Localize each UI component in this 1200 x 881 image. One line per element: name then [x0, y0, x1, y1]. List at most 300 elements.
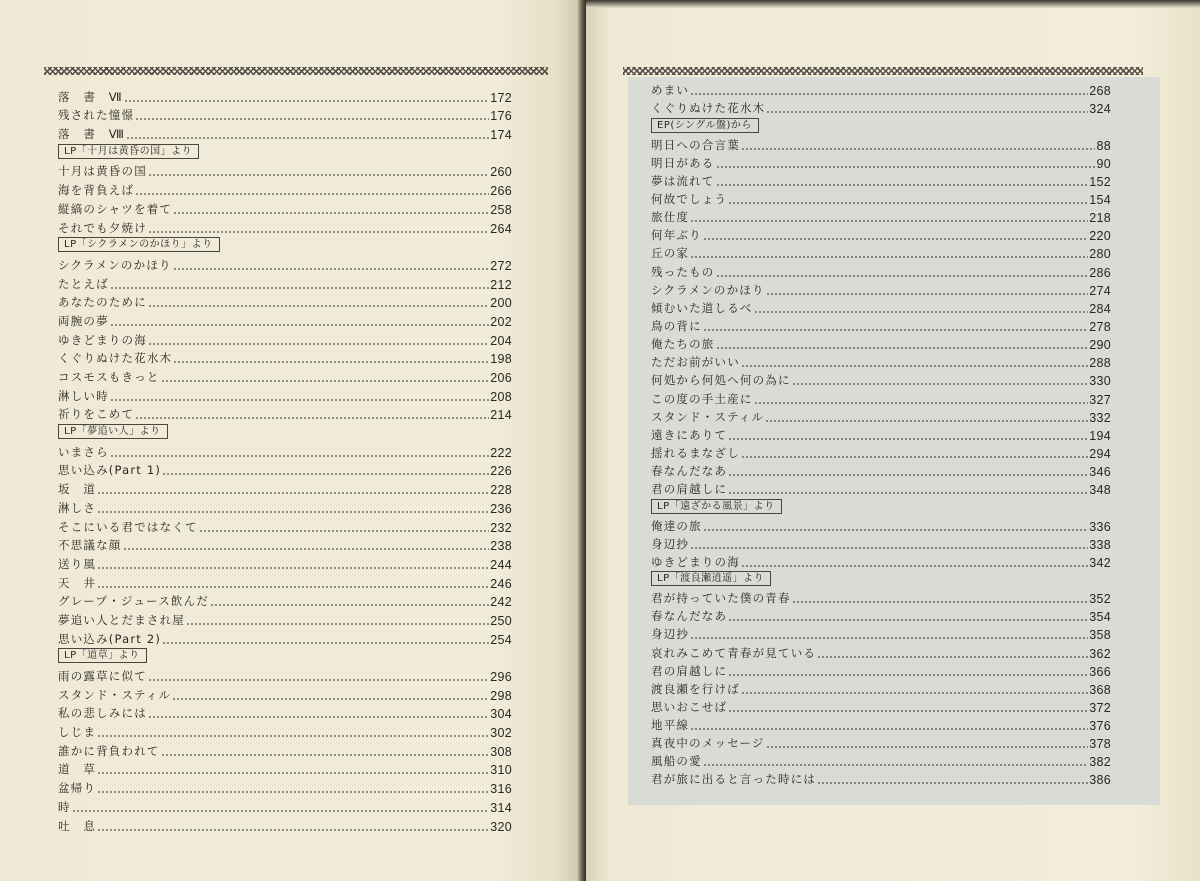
toc-entry: [651, 98, 1111, 116]
toc-entry: [651, 697, 1111, 715]
entry-title: 淋しさ: [58, 500, 97, 515]
toc-entry: [651, 552, 1111, 570]
dot-leader: [728, 619, 1088, 621]
toc-entry: [58, 815, 512, 834]
entry-title: 天 井: [58, 575, 97, 590]
toc-entry: [651, 171, 1111, 189]
entry-page-number: 342: [1089, 555, 1111, 570]
entry-title: 何故でしょう: [651, 191, 728, 206]
entry-page-number: 90: [1096, 156, 1111, 171]
dot-leader: [690, 256, 1088, 258]
toc-entry: [58, 404, 512, 423]
entry-page-number: 214: [490, 408, 512, 423]
entry-page-number: 310: [490, 763, 512, 778]
entry-page-number: 302: [490, 726, 512, 741]
entry-page-number: 250: [490, 613, 512, 628]
dot-leader: [110, 455, 489, 457]
entry-title: 何年ぶり: [651, 228, 702, 243]
toc-entry: [58, 123, 512, 142]
entry-page-number: 244: [490, 557, 512, 572]
toc-entry: [651, 388, 1111, 406]
dot-leader: [690, 728, 1088, 730]
dot-leader: [766, 111, 1088, 113]
toc-entry: [58, 684, 512, 703]
entry-page-number: 218: [1089, 211, 1111, 226]
toc-entry: [651, 189, 1111, 207]
entry-title: 吐 息: [58, 818, 97, 833]
entry-title: いまさら: [58, 444, 109, 459]
entry-page-number: 254: [490, 632, 512, 647]
dot-leader: [110, 324, 489, 326]
entry-page-number: 294: [1089, 446, 1111, 461]
dot-leader: [148, 174, 489, 176]
entry-title: 身辺抄: [651, 536, 690, 551]
entry-title: 哀れみこめて青春が見ている: [651, 645, 817, 660]
toc-entry: [651, 261, 1111, 279]
entry-title: 何処から何処へ何の為に: [651, 373, 791, 388]
dot-leader: [741, 565, 1088, 567]
dot-leader: [97, 586, 489, 588]
toc-section-header: [58, 142, 512, 161]
dot-leader: [97, 791, 489, 793]
entry-title: くぐりぬけた花水木: [58, 351, 173, 366]
entry-title: たとえば: [58, 276, 109, 291]
toc-entry: [58, 740, 512, 759]
dot-leader: [690, 547, 1088, 549]
entry-page-number: 222: [490, 445, 512, 460]
dot-leader: [110, 287, 489, 289]
entry-page-number: 338: [1089, 537, 1111, 552]
entry-page-number: 202: [490, 314, 512, 329]
dot-leader: [199, 530, 490, 532]
toc-entry: [651, 769, 1111, 787]
toc-entry: [651, 298, 1111, 316]
entry-title: 思い込み(Part 2): [58, 631, 162, 646]
entry-title: 真夜中のメッセージ: [651, 736, 765, 751]
toc-section-header: [651, 116, 1111, 134]
decorative-border-right: [623, 67, 1143, 75]
toc-entry: [651, 334, 1111, 352]
entry-page-number: 174: [490, 128, 512, 143]
dot-leader: [162, 473, 489, 475]
toc-entry: [651, 733, 1111, 751]
dot-leader: [148, 343, 489, 345]
dot-leader: [97, 772, 489, 774]
entry-title: 坂 道: [58, 482, 97, 497]
entry-title: この度の手土産に: [651, 391, 753, 406]
entry-title: それでも夕焼け: [58, 220, 147, 235]
dot-leader: [741, 365, 1088, 367]
decorative-border-left: [44, 67, 548, 75]
entry-title: 君の肩越しに: [651, 482, 728, 497]
toc-entry: [58, 572, 512, 591]
toc-section-header: [651, 497, 1111, 515]
toc-entry: [651, 715, 1111, 733]
dot-leader: [148, 679, 489, 681]
entry-page-number: 260: [490, 165, 512, 180]
entry-title: 春なんだなあ: [651, 609, 728, 624]
entry-title: 俺たちの旅: [651, 337, 715, 352]
entry-title: シクラメンのかほり: [651, 282, 765, 297]
toc-entry: [651, 134, 1111, 152]
entry-title: 雨の露草に似て: [58, 669, 147, 683]
entry-page-number: 348: [1089, 483, 1111, 498]
entry-title: 不思議な顔: [58, 538, 122, 553]
dot-leader: [126, 137, 489, 139]
dot-leader: [135, 417, 489, 419]
entry-title: 道 草: [58, 762, 97, 777]
dot-leader: [97, 735, 489, 737]
entry-page-number: 304: [490, 707, 512, 722]
toc-entry: [58, 292, 512, 311]
entry-page-number: 274: [1089, 283, 1111, 298]
entry-title: めまい: [651, 83, 690, 98]
toc-entry: [58, 478, 512, 497]
entry-page-number: 382: [1089, 755, 1111, 770]
section-label-box: EP(シングル盤)から: [651, 118, 759, 133]
entry-title: 思い込み(Part 1): [58, 463, 162, 478]
toc-section-header: [651, 570, 1111, 588]
toc-entry: [651, 679, 1111, 697]
entry-title: 身辺抄: [651, 627, 690, 642]
entry-title: あなたのために: [58, 295, 147, 310]
book-gutter: [578, 0, 586, 881]
toc-entry: [58, 591, 512, 610]
entry-title: そこにいる君ではなくて: [58, 519, 198, 534]
entry-title: 君が持っていた僕の青春: [651, 591, 791, 606]
dot-leader: [817, 656, 1088, 658]
dot-leader: [162, 642, 489, 644]
entry-page-number: 200: [490, 296, 512, 311]
toc-entry: [58, 198, 512, 217]
entry-page-number: 296: [490, 670, 512, 684]
dot-leader: [690, 220, 1088, 222]
section-label-box: LP「遠ざかる風景」より: [651, 499, 782, 514]
dot-leader: [210, 604, 489, 606]
toc-entry: [651, 461, 1111, 479]
toc-entry: [58, 254, 512, 273]
entry-title: 鳥の背に: [651, 318, 702, 333]
entry-page-number: 290: [1089, 338, 1111, 353]
dot-leader: [186, 623, 489, 625]
entry-title: 祈りをこめて: [58, 407, 135, 422]
toc-entry: [651, 642, 1111, 660]
dot-leader: [690, 93, 1088, 95]
dot-leader: [173, 268, 490, 270]
entry-page-number: 316: [490, 782, 512, 797]
dot-leader: [741, 148, 1096, 150]
entry-title: スタンド・スティル: [58, 687, 172, 702]
entry-title: 明日への合言葉: [651, 137, 740, 152]
entry-page-number: 206: [490, 371, 512, 385]
entry-page-number: 368: [1089, 682, 1111, 697]
dot-leader: [161, 380, 490, 382]
toc-entry: [58, 385, 512, 404]
table-of-contents-right: [651, 80, 1111, 787]
entry-page-number: 228: [490, 483, 512, 498]
entry-title: ゆきどまりの海: [651, 554, 740, 569]
toc-entry: [651, 225, 1111, 243]
entry-title: 風船の愛: [651, 754, 702, 769]
entry-page-number: 204: [490, 333, 512, 348]
entry-title: 丘の家: [651, 246, 690, 261]
entry-page-number: 194: [1089, 428, 1111, 443]
entry-page-number: 176: [490, 109, 512, 124]
entry-title: 落 書 Ⅷ: [58, 127, 126, 142]
toc-entry: [58, 628, 512, 647]
entry-page-number: 272: [490, 258, 512, 273]
dot-leader: [97, 492, 489, 494]
toc-entry: [58, 310, 512, 329]
entry-page-number: 232: [490, 520, 512, 535]
toc-entry: [58, 366, 512, 385]
toc-entry: [651, 243, 1111, 261]
entry-title: 思いおこせば: [651, 699, 728, 714]
dot-leader: [97, 567, 489, 569]
entry-title: 残ったもの: [651, 264, 715, 279]
entry-page-number: 314: [490, 800, 512, 815]
toc-entry: [651, 751, 1111, 769]
entry-title: シクラメンのかほり: [58, 257, 172, 272]
toc-entry: [58, 179, 512, 198]
dot-leader: [135, 118, 489, 120]
toc-entry: [651, 425, 1111, 443]
dot-leader: [72, 810, 490, 812]
toc-entry: [58, 759, 512, 778]
dot-leader: [97, 829, 489, 831]
toc-entry: [651, 588, 1111, 606]
dot-leader: [765, 420, 1088, 422]
dot-leader: [728, 202, 1088, 204]
dot-leader: [161, 754, 490, 756]
entry-title: ゆきどまりの海: [58, 332, 147, 347]
toc-entry: [651, 479, 1111, 497]
dot-leader: [690, 637, 1088, 639]
entry-page-number: 330: [1089, 374, 1111, 389]
entry-title: 君の肩越しに: [651, 663, 728, 678]
dot-leader: [173, 212, 489, 214]
toc-entry: [651, 80, 1111, 98]
toc-entry: [651, 443, 1111, 461]
toc-entry: [58, 516, 512, 535]
entry-title: ただお前がいい: [651, 355, 740, 370]
entry-page-number: 352: [1089, 592, 1111, 607]
entry-page-number: 154: [1089, 192, 1111, 207]
entry-page-number: 238: [490, 539, 512, 554]
toc-entry: [58, 665, 512, 684]
entry-page-number: 208: [490, 389, 512, 404]
entry-title: 落 書 Ⅶ: [58, 89, 123, 104]
entry-page-number: 246: [490, 576, 512, 591]
toc-entry: [651, 207, 1111, 225]
section-label-box: LP「シクラメンのかほり」より: [58, 237, 220, 252]
dot-leader: [792, 601, 1089, 603]
toc-entry: [651, 280, 1111, 298]
entry-page-number: 286: [1089, 265, 1111, 280]
dot-leader: [817, 782, 1088, 784]
toc-entry: [651, 606, 1111, 624]
toc-entry: [58, 441, 512, 460]
toc-entry: [58, 273, 512, 292]
toc-section-header: [58, 236, 512, 255]
page-edge-shadow: [586, 0, 1200, 8]
dot-leader: [148, 716, 489, 718]
entry-title: スタンド・スティル: [651, 409, 765, 424]
dot-leader: [173, 361, 489, 363]
toc-entry: [58, 777, 512, 796]
dot-leader: [728, 438, 1088, 440]
dot-leader: [766, 746, 1089, 748]
entry-page-number: 386: [1089, 773, 1111, 788]
entry-title: 遠きにありて: [651, 427, 728, 442]
entry-title: 傾むいた道しるべ: [651, 300, 753, 315]
entry-page-number: 332: [1089, 410, 1111, 425]
entry-title: 君が旅に出ると言った時には: [651, 772, 817, 787]
toc-entry: [58, 86, 512, 105]
entry-page-number: 220: [1089, 229, 1111, 244]
table-of-contents-left: [58, 86, 512, 834]
entry-page-number: 298: [490, 688, 512, 703]
entry-page-number: 236: [490, 501, 512, 516]
entry-page-number: 172: [490, 90, 512, 105]
dot-leader: [741, 456, 1088, 458]
dot-leader: [703, 764, 1088, 766]
entry-title: しじま: [58, 725, 97, 740]
entry-page-number: 324: [1089, 102, 1111, 117]
entry-title: 渡良瀬を行けば: [651, 681, 740, 696]
dot-leader: [728, 674, 1088, 676]
dot-leader: [728, 492, 1088, 494]
section-label-box: LP「渡良瀬逍遥」より: [651, 571, 771, 586]
entry-title: グレープ・ジュース飲んだ: [58, 594, 210, 609]
entry-title: 淋しい時: [58, 388, 109, 403]
dot-leader: [110, 399, 489, 401]
entry-page-number: 366: [1089, 664, 1111, 679]
entry-page-number: 320: [490, 819, 512, 834]
dot-leader: [135, 193, 489, 195]
dot-leader: [124, 100, 489, 102]
entry-title: 誰かに背負われて: [58, 743, 160, 758]
section-label-box: LP「十月は黄昏の国」より: [58, 144, 199, 159]
toc-entry: [651, 370, 1111, 388]
entry-page-number: 268: [1089, 84, 1111, 99]
entry-page-number: 346: [1089, 465, 1111, 480]
section-label-box: LP「道草」より: [58, 648, 147, 663]
entry-page-number: 288: [1089, 356, 1111, 371]
entry-title: 海を背負えば: [58, 183, 135, 198]
entry-title: 地平線: [651, 718, 690, 733]
toc-entry: [651, 534, 1111, 552]
dot-leader: [703, 238, 1088, 240]
dot-leader: [754, 402, 1089, 404]
entry-title: 明日がある: [651, 155, 715, 170]
entry-page-number: 358: [1089, 628, 1111, 643]
dot-leader: [716, 166, 1096, 168]
entry-title: 十月は黄昏の国: [58, 164, 147, 179]
toc-entry: [58, 217, 512, 236]
toc-entry: [58, 329, 512, 348]
toc-entry: [58, 721, 512, 740]
entry-page-number: 266: [490, 184, 512, 199]
toc-entry: [58, 796, 512, 815]
entry-page-number: 284: [1089, 301, 1111, 316]
dot-leader: [97, 511, 489, 513]
toc-entry: [651, 515, 1111, 533]
entry-title: 俺達の旅: [651, 518, 702, 533]
entry-title: コスモスもきっと: [58, 370, 160, 384]
entry-title: 送り風: [58, 556, 97, 571]
entry-page-number: 354: [1089, 610, 1111, 625]
toc-entry: [58, 535, 512, 554]
toc-entry: [651, 407, 1111, 425]
dot-leader: [766, 293, 1089, 295]
entry-title: 揺れるまなざし: [651, 445, 740, 460]
dot-leader: [703, 529, 1088, 531]
entry-page-number: 308: [490, 744, 512, 759]
entry-page-number: 327: [1089, 392, 1111, 407]
dot-leader: [123, 548, 490, 550]
entry-page-number: 226: [490, 464, 512, 479]
toc-entry: [58, 609, 512, 628]
entry-page-number: 280: [1089, 247, 1111, 262]
entry-title: 両腕の夢: [58, 313, 109, 328]
entry-title: 春なんだなあ: [651, 464, 728, 479]
entry-page-number: 242: [490, 595, 512, 610]
dot-leader: [741, 692, 1088, 694]
toc-entry: [58, 703, 512, 722]
toc-section-header: [58, 647, 512, 666]
toc-section-header: [58, 422, 512, 441]
entry-page-number: 212: [490, 277, 512, 292]
entry-title: 夢は流れて: [651, 173, 715, 188]
entry-page-number: 258: [490, 202, 512, 217]
toc-entry: [651, 352, 1111, 370]
toc-entry: [58, 460, 512, 479]
entry-page-number: 362: [1089, 646, 1111, 661]
entry-title: 私の悲しみには: [58, 706, 147, 721]
dot-leader: [172, 698, 489, 700]
section-label-box: LP「夢追い人」より: [58, 424, 168, 439]
entry-page-number: 372: [1089, 700, 1111, 715]
entry-title: 残された憧憬: [58, 108, 135, 123]
toc-entry: [58, 497, 512, 516]
dot-leader: [148, 231, 489, 233]
entry-page-number: 88: [1096, 138, 1111, 153]
entry-title: くぐりぬけた花水木: [651, 101, 766, 116]
dot-leader: [716, 275, 1089, 277]
toc-entry: [58, 161, 512, 180]
dot-leader: [754, 311, 1089, 313]
entry-title: 旅仕度: [651, 210, 690, 225]
toc-entry: [651, 661, 1111, 679]
dot-leader: [148, 305, 489, 307]
dot-leader: [728, 710, 1088, 712]
entry-page-number: 264: [490, 221, 512, 236]
dot-leader: [792, 383, 1089, 385]
dot-leader: [728, 474, 1088, 476]
entry-title: 盆帰り: [58, 781, 97, 796]
toc-entry: [58, 105, 512, 124]
entry-page-number: 278: [1089, 319, 1111, 334]
dot-leader: [716, 347, 1089, 349]
toc-entry: [58, 553, 512, 572]
entry-page-number: 378: [1089, 737, 1111, 752]
entry-page-number: 198: [490, 352, 512, 367]
toc-entry: [651, 153, 1111, 171]
dot-leader: [703, 329, 1088, 331]
toc-entry: [651, 624, 1111, 642]
entry-title: 縦縞のシャツを着て: [58, 201, 173, 216]
